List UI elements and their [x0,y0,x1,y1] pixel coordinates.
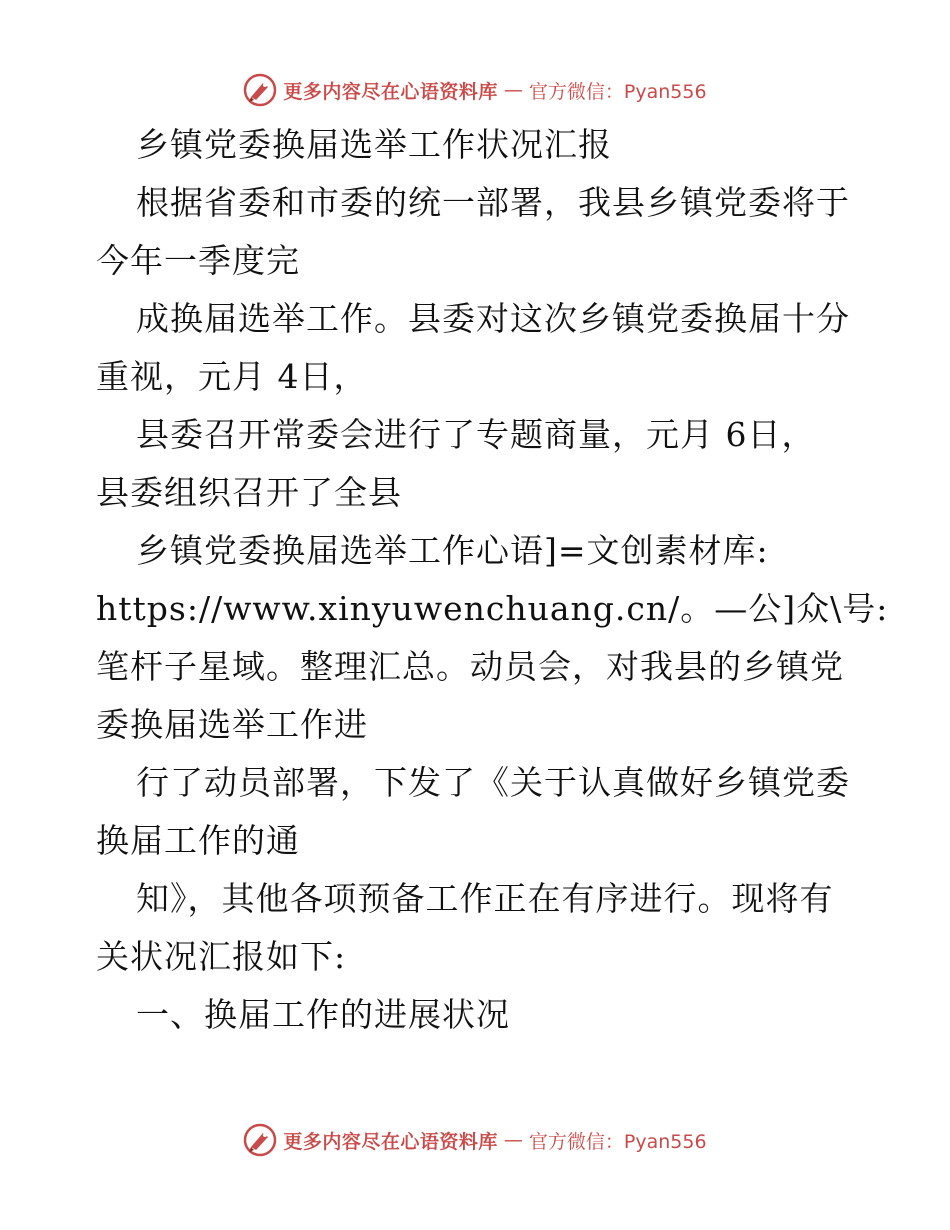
banner-separator: — [503,79,523,101]
pen-logo-icon [243,73,277,107]
doc-line: https://www.xinyuwenchuang.cn/。—公]众\号: [96,589,889,628]
doc-line: 成换届选举工作。县委对这次乡镇党委换届十分 [136,299,850,338]
doc-line: 行了动员部署，下发了《关于认真做好乡镇党委 [136,763,850,802]
banner-wechat-text: 官方微信：Pyan556 [528,80,707,103]
banner-separator: — [503,1129,523,1151]
doc-title: 乡镇党委换届选举工作状况汇报 [136,125,612,164]
doc-line: 县委组织召开了全县 [96,473,402,512]
doc-line: 县委召开常委会进行了专题商量，元月 6日， [136,415,816,454]
doc-line: 换届工作的通 [96,821,300,860]
doc-line: 根据省委和市委的统一部署，我县乡镇党委将于 [136,183,850,222]
banner-wechat-text: 官方微信：Pyan556 [528,1130,707,1153]
doc-line: 今年一季度完 [96,241,300,280]
document-body [96,116,889,1044]
header-watermark-banner [0,70,950,110]
doc-line: 知》，其他各项预备工作正在有序进行。现将有 [136,879,834,918]
footer-watermark-banner [0,1120,950,1160]
doc-line: 委换届选举工作进 [96,705,368,744]
doc-line: 乡镇党委换届选举工作心语]=文创素材库: [136,531,769,570]
section-heading: 一、换届工作的进展状况 [136,995,510,1034]
doc-line: 关状况汇报如下: [96,937,347,976]
doc-line: 重视，元月 4日， [96,357,368,396]
doc-line: 笔杆子星域。整理汇总。动员会，对我县的乡镇党 [96,647,844,686]
pen-logo-icon [243,1123,277,1157]
banner-main-text: 更多内容尽在心语资料库 [283,1130,498,1153]
banner-main-text: 更多内容尽在心语资料库 [283,80,498,103]
